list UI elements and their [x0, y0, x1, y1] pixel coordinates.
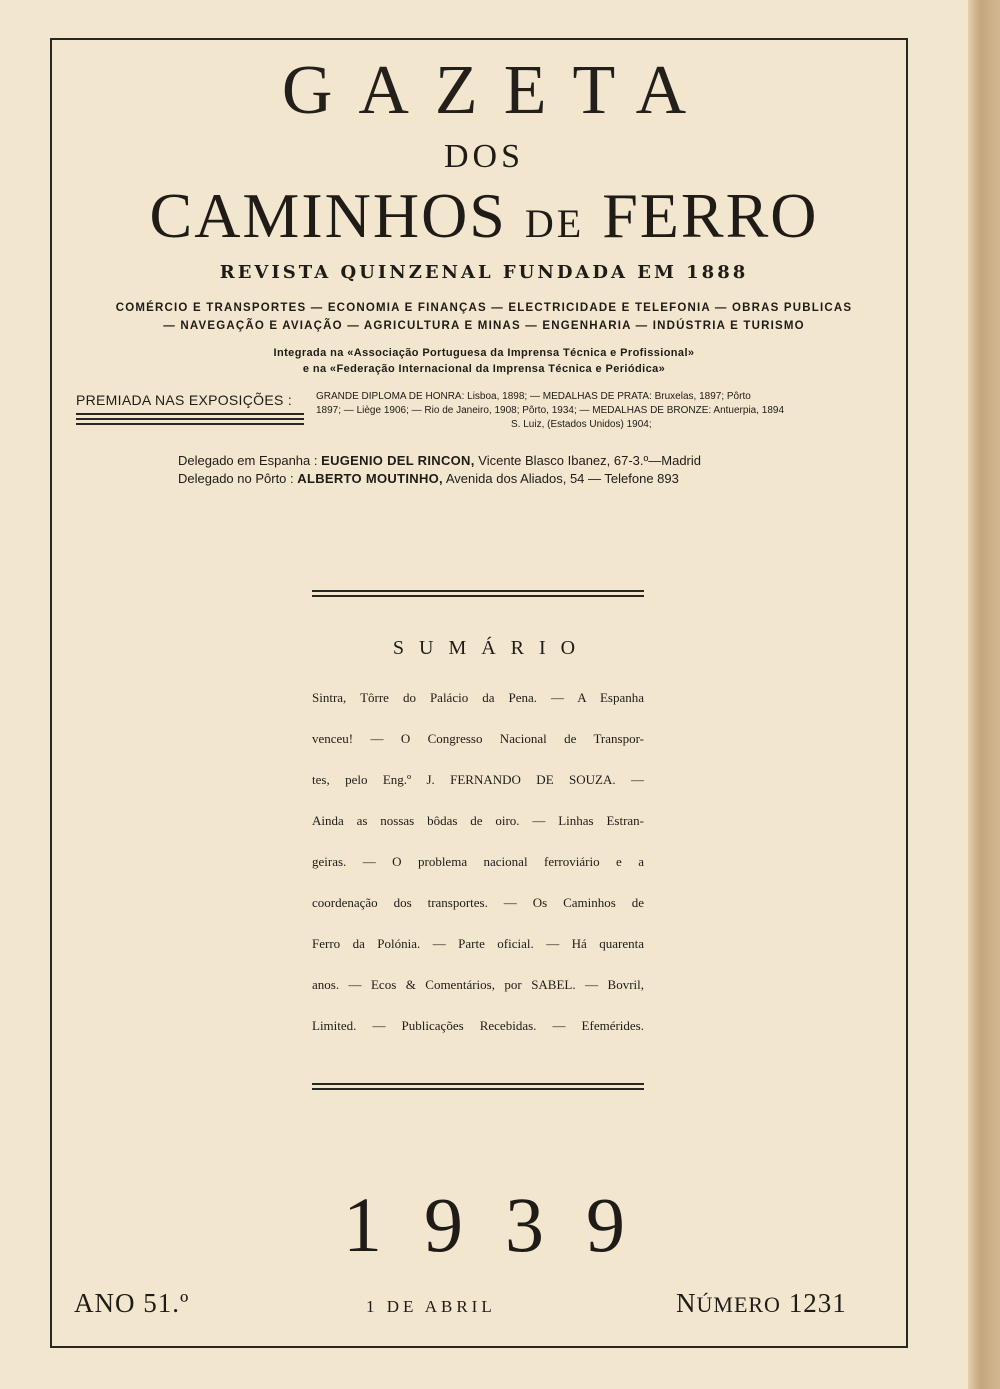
delegado-address: Vicente Blasco Ibanez, 67-3.º—Madrid [478, 453, 702, 468]
awards-line-2: 1897; — Liège 1906; — Rio de Janeiro, 1908; Pôrto, 1934; — MEDALHAS DE BRONZE: Antuerpia, 1894 [316, 405, 785, 416]
numero-value: 1231 [788, 1288, 847, 1318]
sumario-line: coordenação dos transportes. — Os Caminhos de [312, 895, 644, 910]
sumario-line: venceu! — O Congresso Nacional de Transpor- [312, 731, 644, 746]
awards-line-3: S. Luiz, (Estados Unidos) 1904; [511, 419, 652, 430]
subjects-line-2: — NAVEGAÇÃO E AVIAÇÃO — AGRICULTURA E MINAS — ENGENHARIA — INDÚSTRIA E TURISMO [163, 320, 805, 332]
masthead-main-title [0, 180, 968, 251]
subjects-line-1: COMÉRCIO E TRANSPORTES — ECONOMIA E FINANÇAS — ELECTRICIDADE E TELEFONIA — OBRAS PUBLICAS [115, 302, 853, 314]
delegado-label: Delegado no Pôrto : [178, 471, 294, 486]
numero-label-initial: N [676, 1288, 697, 1318]
integrada-line-1: Integrada na «Associação Portuguesa da Imprensa Técnica e Profissional» [273, 347, 695, 359]
masthead-title: GAZETA [281, 52, 713, 129]
delegado-espanha [178, 453, 701, 468]
sumario-line: Limited. — Publicações Recebidas. — Efemérides. [312, 1018, 644, 1033]
masthead-subtitle: REVISTA QUINZENAL FUNDADA EM 1888 [219, 262, 749, 283]
masthead-dos: DOS [443, 138, 525, 175]
premiada-rule [76, 423, 304, 425]
next-page-edge [968, 0, 1000, 1389]
sumario-line: tes, pelo Eng.º J. FERNANDO DE SOUZA. — [312, 772, 644, 787]
sumario-top-rule [312, 590, 644, 597]
sumario-bottom-rule [312, 1083, 644, 1090]
masthead-caminhos: CAMINHOS [149, 180, 507, 251]
integrada-line-2: e na «Federação Internacional da Imprensa Técnica e Periódica» [302, 363, 666, 375]
sumario-title: SUMÁRIO [392, 637, 591, 659]
delegado-address: Avenida dos Aliados, 54 — Telefone 893 [445, 471, 679, 486]
delegado-name: EUGENIO DEL RINCON, [321, 453, 475, 468]
issue-year: 1939 [343, 1181, 667, 1268]
masthead-de: DE [524, 201, 585, 246]
issue-numero [676, 1290, 847, 1317]
sumario-line: geiras. — O problema nacional ferroviário e a [312, 854, 644, 869]
delegado-name: ALBERTO MOUTINHO, [297, 471, 443, 486]
sumario-line: Sintra, Tôrre do Palácio da Pena. — A Espanha [312, 690, 644, 705]
awards-list [316, 390, 888, 432]
premiada-rule [76, 418, 304, 420]
delegado-label: Delegado em Espanha : [178, 453, 318, 468]
delegado-porto [178, 471, 679, 486]
sumario-line: Ferro da Polónia. — Parte oficial. — Há quarenta [312, 936, 644, 951]
premiada-label: PREMIADA NAS EXPOSIÇÕES : [76, 392, 293, 408]
sumario-contents [312, 690, 644, 1059]
sumario-line: Ainda as nossas bôdas de oiro. — Linhas Estran- [312, 813, 644, 828]
numero-label-rest: ÚMERO [696, 1292, 781, 1317]
issue-date: 1 DE ABRIL [366, 1297, 496, 1316]
sumario-line: anos. — Ecos & Comentários, por SABEL. — Bovril, [312, 977, 644, 992]
masthead-ferro: FERRO [602, 180, 819, 251]
issue-ano: ANO 51.º [74, 1288, 190, 1318]
awards-line-1: GRANDE DIPLOMA DE HONRA: Lisboa, 1898; — MEDALHAS DE PRATA: Bruxelas, 1897; Pôrto [316, 391, 751, 402]
premiada-rule [76, 413, 304, 415]
